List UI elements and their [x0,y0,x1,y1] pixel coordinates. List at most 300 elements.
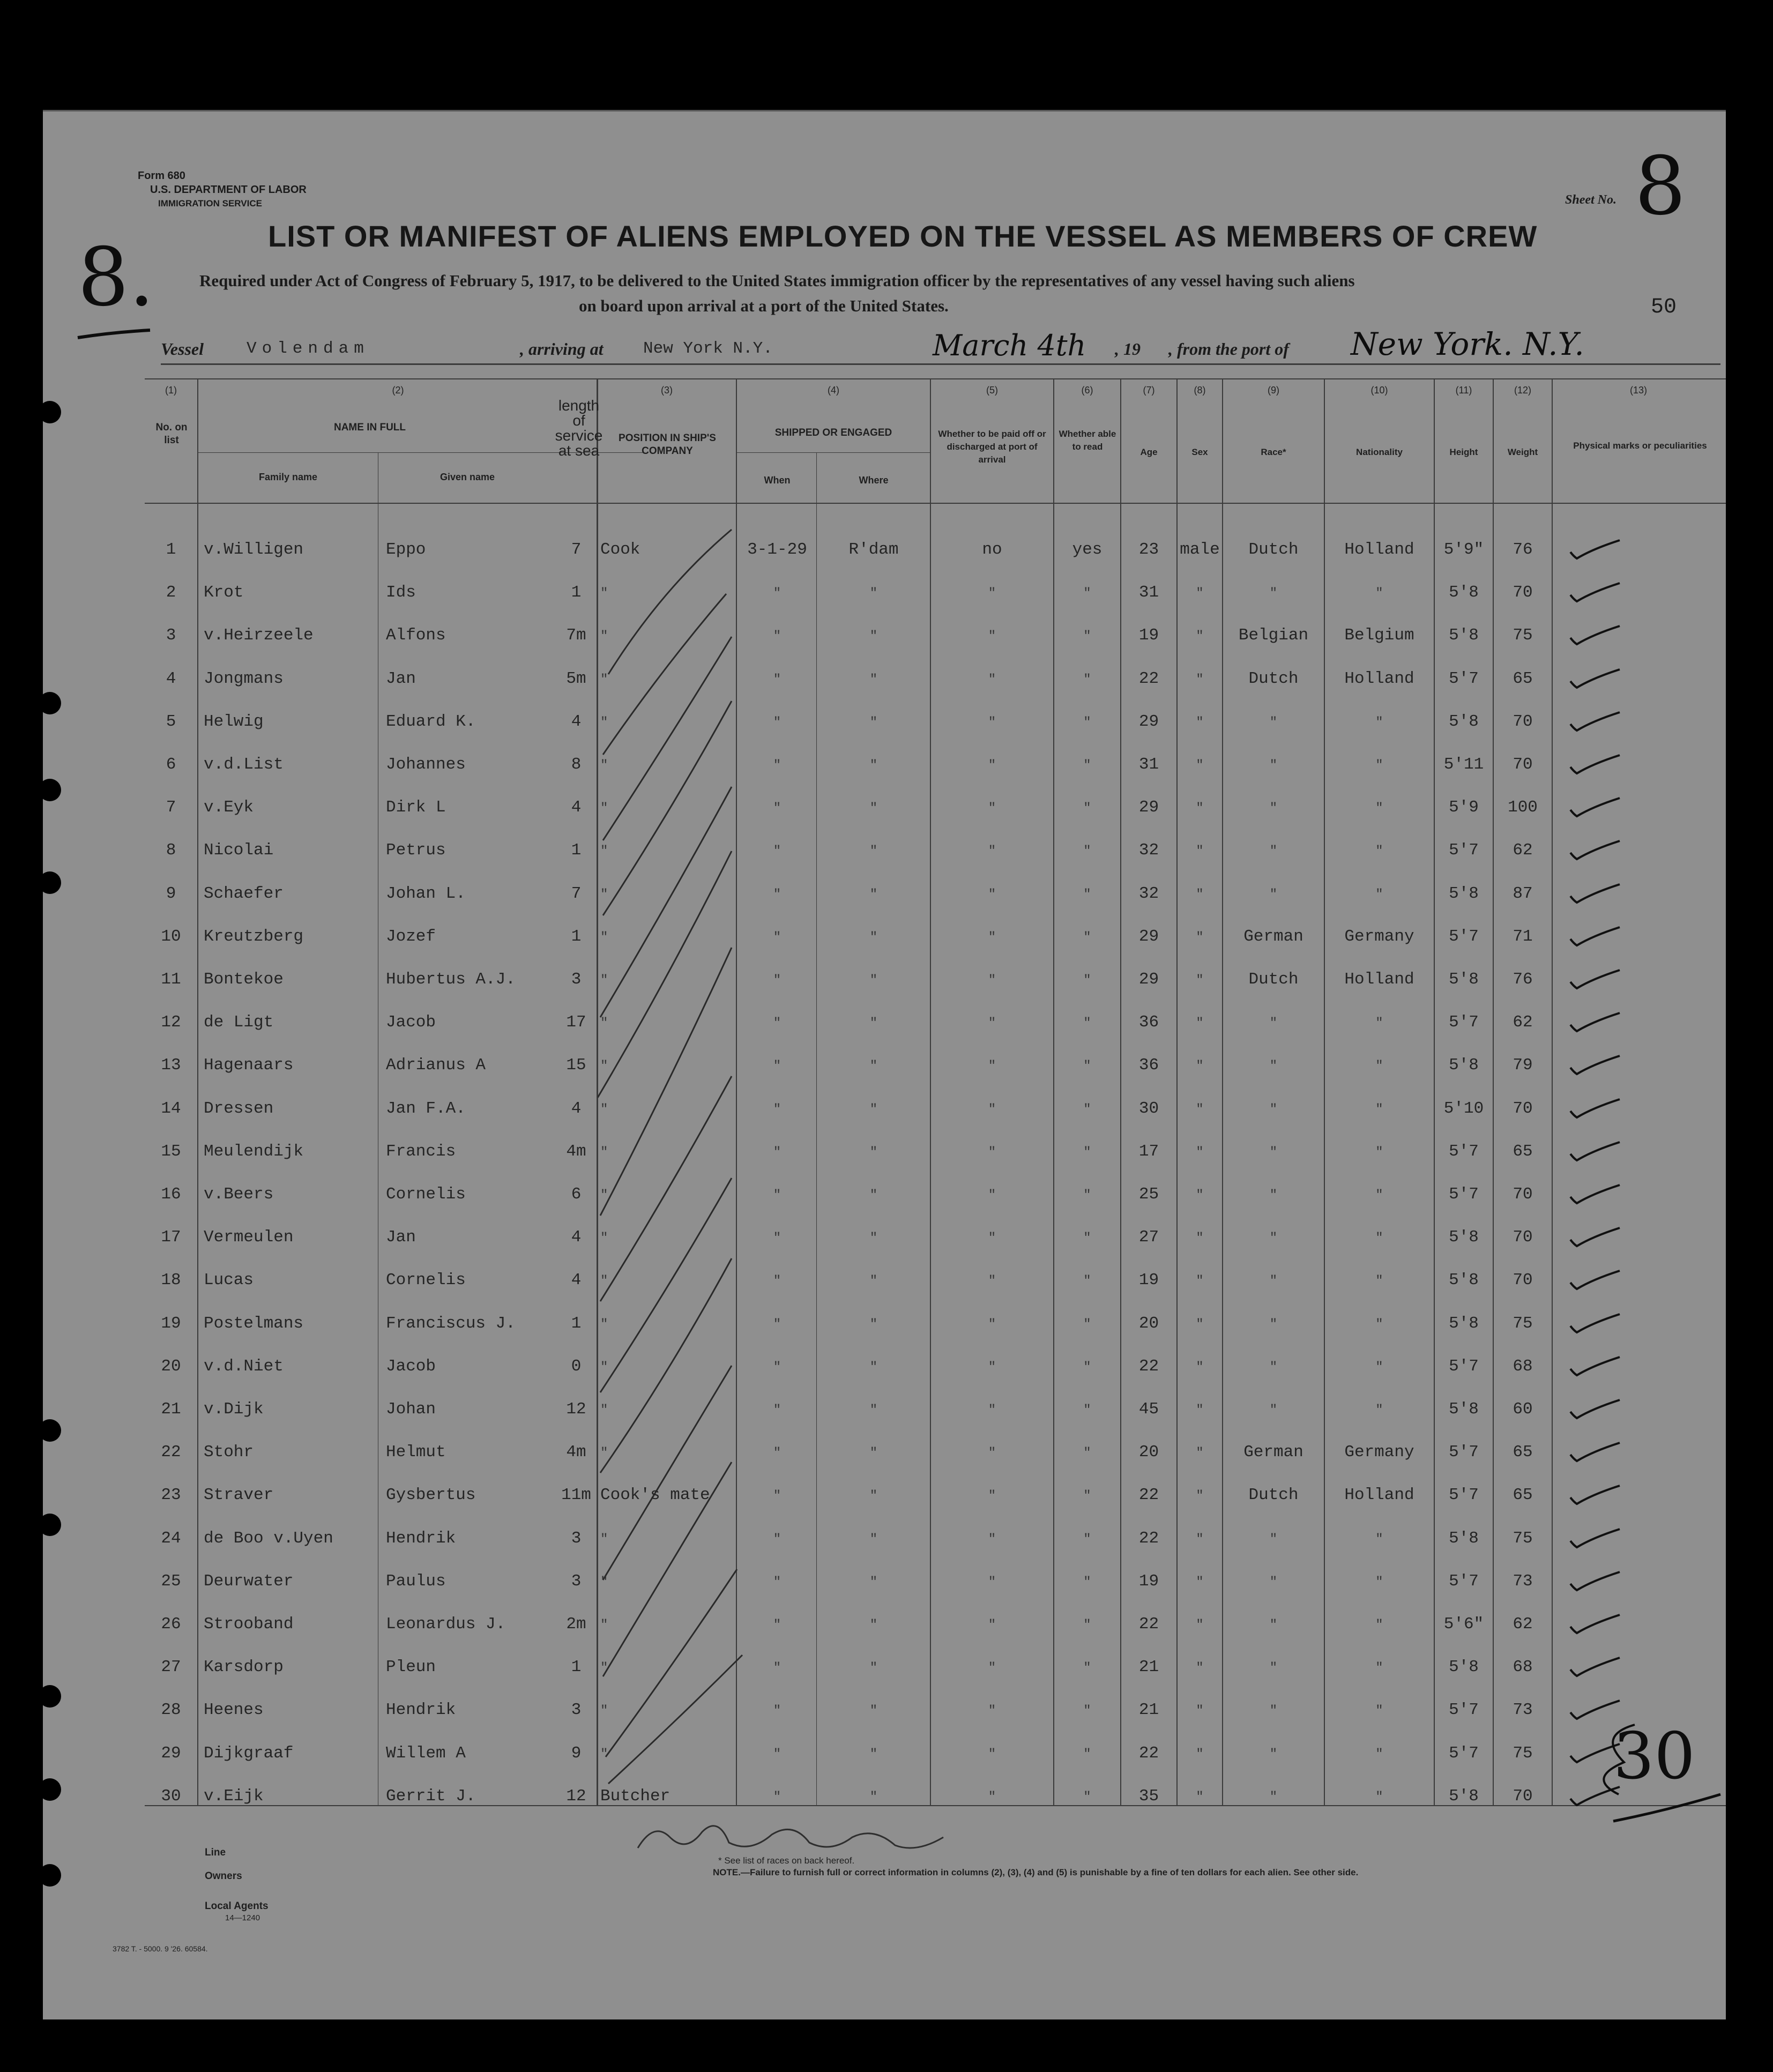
length-of-service: 4 [571,798,582,817]
year-label: , 19 [1115,339,1141,359]
shipped-when: " [773,1618,781,1633]
col-num-3: (3) [661,385,673,396]
paid-off: " [988,715,996,730]
length-of-service: 7 [571,540,582,559]
weight: 73 [1513,1701,1533,1720]
weight: 62 [1513,841,1533,860]
check-mark-icon [1566,1226,1625,1250]
given-name: Dirk L [386,798,446,817]
length-of-service: 3 [571,970,582,989]
shipped-when: " [773,1145,781,1160]
weight: 75 [1513,1529,1533,1548]
weight: 70 [1513,1185,1533,1204]
able-to-read: " [1083,1317,1091,1332]
check-mark-icon [1566,882,1625,907]
shipped-when: " [773,1704,781,1719]
paid-off: " [988,1145,996,1160]
race: " [1269,1360,1278,1375]
age: 22 [1138,1743,1159,1763]
length-of-service: 4 [571,712,582,731]
nationality: Belgium [1344,626,1414,645]
shipped-where: " [869,1661,878,1676]
row-number: 1 [166,540,176,559]
able-to-read: " [1083,801,1091,816]
age: 35 [1138,1786,1159,1806]
paid-off: " [988,887,996,902]
length-of-service: 4m [566,1443,586,1462]
weight: 68 [1513,1658,1533,1677]
able-to-read: " [1083,973,1091,988]
col-num-2: (2) [392,385,404,396]
position: " [600,1618,608,1633]
family-name: Nicolai [204,841,274,860]
nationality: " [1375,1403,1383,1418]
position: Cook's mate [600,1486,710,1505]
paid-off: " [988,1575,996,1590]
row-number: 5 [166,712,176,731]
position: " [600,1446,608,1461]
col-divider [197,378,198,1805]
family-name: v.Dijk [204,1400,264,1419]
row-number: 27 [161,1658,181,1677]
height: 5'7 [1449,841,1479,860]
stamp-number: 50 [1651,295,1677,319]
col-num-8: (8) [1194,385,1206,396]
height: 5'8 [1449,1400,1479,1419]
length-of-service: 3 [571,1701,582,1720]
nationality: " [1375,1532,1383,1547]
given-name: Cornelis [386,1271,466,1290]
paid-off: " [988,1231,996,1246]
given-name: Pleun [386,1658,436,1677]
able-to-read: " [1083,1274,1091,1289]
shipped-where: " [869,1618,878,1633]
race: " [1269,586,1278,601]
height: 5'7 [1449,1142,1479,1161]
length-of-service: 7 [571,884,582,903]
col-num-7: (7) [1143,385,1155,396]
race: Belgian [1238,626,1309,645]
given-name: Alfons [386,626,446,645]
shipped-when: " [773,758,781,773]
length-of-service: 6 [571,1185,582,1204]
height: 5'8 [1449,970,1479,989]
shipped-where: " [869,1446,878,1461]
shipped-when: " [773,1403,781,1418]
age: 22 [1138,669,1159,688]
shipped-when: " [773,844,781,859]
weight: 75 [1513,1314,1533,1333]
given-name: Johan L. [386,884,466,903]
position: " [600,930,608,945]
paid-off: " [988,629,996,644]
able-to-read: " [1083,1532,1091,1547]
nationality: " [1375,1274,1383,1289]
shipped-when: " [773,1532,781,1547]
shipped-when: " [773,1790,781,1805]
able-to-read: " [1083,1790,1091,1805]
sex: " [1196,1446,1204,1461]
position: " [600,758,608,773]
able-to-read: " [1083,672,1091,687]
sex: " [1196,844,1204,859]
age: 31 [1138,755,1159,774]
position: " [600,1059,608,1074]
paid-off: " [988,1446,996,1461]
able-to-read: " [1083,1188,1091,1203]
sex: " [1196,629,1204,644]
age: 32 [1138,884,1159,903]
shipped-when: " [773,1016,781,1031]
paid-off: " [988,1790,996,1805]
age: 29 [1138,970,1159,989]
col-num-4: (4) [828,385,839,396]
shipped-when: " [773,1274,781,1289]
row-number: 21 [161,1400,181,1419]
table-top-rule [145,378,1726,379]
shipped-where: " [869,1188,878,1203]
height: 5'7 [1449,1185,1479,1204]
paid-off: " [988,1704,996,1719]
shipped-where: " [869,1532,878,1547]
nationality: " [1375,1231,1383,1246]
shipped-when: " [773,1446,781,1461]
race: " [1269,887,1278,902]
sex: " [1196,973,1204,988]
height: 5'6" [1443,1615,1484,1634]
row-number: 26 [161,1615,181,1634]
sex: " [1196,1016,1204,1031]
length-of-service: 1 [571,583,582,602]
age: 19 [1138,1271,1159,1290]
shipped-where: " [869,973,878,988]
row-number: 9 [166,884,176,903]
weight: 70 [1513,583,1533,602]
given-name: Hendrik [386,1529,456,1548]
able-to-read: " [1083,715,1091,730]
age: 22 [1138,1357,1159,1376]
check-mark-icon [1566,1097,1625,1122]
punch-hole [43,1864,61,1887]
vessel-label: Vessel [161,339,204,359]
check-mark-icon [1566,710,1625,735]
given-name: Johan [386,1400,436,1419]
height: 5'8 [1449,1314,1479,1333]
header-sex: Sex [1191,447,1208,457]
paid-off: " [988,930,996,945]
paid-off: " [988,844,996,859]
tally-total: 30 [1613,1719,1695,1794]
given-name: Jacob [386,1013,436,1032]
position: " [600,1145,608,1160]
sex: " [1196,1403,1204,1418]
shipped-when: " [773,629,781,644]
manifest-title: LIST OR MANIFEST OF ALIENS EMPLOYED ON THE VESSEL AS MEMBERS OF CREW [268,219,1538,253]
able-to-read: " [1083,1360,1091,1375]
position: " [600,1188,608,1203]
length-of-service: 3 [571,1529,582,1548]
shipped-where: " [869,586,878,601]
given-name: Cornelis [386,1185,466,1204]
race: " [1269,1317,1278,1332]
shipped-where: " [869,887,878,902]
shipped-when: " [773,887,781,902]
shipped-where: " [869,930,878,945]
race: " [1269,1059,1278,1074]
shipped-where: " [869,1575,878,1590]
shipped-where: " [869,1102,878,1117]
manifest-sheet [43,110,1726,2019]
row-number: 14 [161,1099,181,1118]
col-num-12: (12) [1514,385,1531,396]
header-name-in-full: NAME IN FULL [333,422,406,433]
nationality: " [1375,1188,1383,1203]
check-mark-icon [1566,1054,1625,1078]
sex: " [1196,1188,1204,1203]
weight: 76 [1513,540,1533,559]
age: 23 [1138,540,1159,559]
header-paid-off: Whether to be paid off or discharged at port of arrival [938,429,1046,465]
header-given-name: Given name [439,472,495,482]
position: " [600,586,608,601]
paid-off: " [988,1102,996,1117]
age: 27 [1138,1228,1159,1247]
given-name: Franciscus J. [386,1314,516,1333]
header-length-of-service: length of service at sea [555,397,603,459]
nationality: " [1375,801,1383,816]
shipped-where: " [869,1016,878,1031]
header-able-to-read: Whether able to read [1059,429,1116,452]
shipped-where: " [869,1231,878,1246]
nationality: Holland [1344,540,1414,559]
family-name: v.Heirzeele [204,626,314,645]
family-name: de Ligt [204,1013,274,1032]
row-number: 4 [166,669,176,688]
paid-off: " [988,1661,996,1676]
age: 19 [1138,1571,1159,1591]
height: 5'11 [1443,755,1484,774]
sex: " [1196,1102,1204,1117]
shipped-when: " [773,1360,781,1375]
shipped-where: " [869,629,878,644]
sex: " [1196,1231,1204,1246]
family-name: Lucas [204,1271,254,1290]
position: " [600,887,608,902]
paid-off: " [988,1059,996,1074]
shipped-where: R'dam [848,540,899,559]
family-name: Karsdorp [204,1658,284,1677]
check-mark-icon [1566,1312,1625,1337]
family-name: v.Beers [204,1185,274,1204]
sex: " [1196,1532,1204,1547]
col-num-10: (10) [1370,385,1388,396]
check-mark-icon [1566,925,1625,950]
col-num-6: (6) [1081,385,1093,396]
age: 22 [1138,1486,1159,1505]
age: 19 [1138,626,1159,645]
race: " [1269,1532,1278,1547]
paid-off: " [988,586,996,601]
height: 5'9 [1449,798,1479,817]
age: 22 [1138,1615,1159,1634]
able-to-read: " [1083,1403,1091,1418]
sex: " [1196,1618,1204,1633]
shipped-when: " [773,973,781,988]
race: German [1243,1443,1303,1462]
weight: 70 [1513,1099,1533,1118]
length-of-service: 1 [571,1314,582,1333]
nationality: " [1375,1145,1383,1160]
weight: 75 [1513,626,1533,645]
punch-hole [43,779,61,801]
shipped-where: " [869,715,878,730]
shipped-when: " [773,801,781,816]
sex: male [1180,540,1220,559]
age: 32 [1138,841,1159,860]
weight: 70 [1513,712,1533,731]
check-mark-icon [1566,1656,1625,1680]
shipped-where: " [869,1059,878,1074]
able-to-read: " [1083,1059,1091,1074]
given-name: Adrianus A [386,1056,486,1075]
race: " [1269,758,1278,773]
position: " [600,672,608,687]
position: " [600,629,608,644]
height: 5'10 [1443,1099,1484,1118]
height: 5'8 [1449,712,1479,731]
row-number: 29 [161,1743,181,1763]
header-shipped-or-engaged: SHIPPED OR ENGAGED [774,427,892,438]
nationality: " [1375,844,1383,859]
length-of-service: 5m [566,669,586,688]
punch-hole [43,1778,61,1801]
check-mark-icon [1566,624,1625,649]
shipped-when: " [773,1575,781,1590]
shipped-where: " [869,672,878,687]
race: Dutch [1248,540,1299,559]
row-number: 3 [166,626,176,645]
length-of-service: 1 [571,841,582,860]
length-of-service: 7m [566,626,586,645]
able-to-read: " [1083,1231,1091,1246]
row-number: 20 [161,1357,181,1376]
length-of-service: 4 [571,1271,582,1290]
sex: " [1196,1489,1204,1504]
punch-hole [43,401,61,423]
sex: " [1196,1059,1204,1074]
nationality: " [1375,1747,1383,1762]
nationality: " [1375,1102,1383,1117]
check-mark-icon [1566,667,1625,692]
race: " [1269,1102,1278,1117]
sex: " [1196,672,1204,687]
nationality: " [1375,1016,1383,1031]
height: 5'7 [1449,1701,1479,1720]
check-mark-icon [1566,1570,1625,1594]
family-name: Stohr [204,1443,254,1462]
length-of-service: 2m [566,1615,586,1634]
family-name: Heenes [204,1701,264,1720]
height: 5'8 [1449,1056,1479,1075]
length-of-service: 17 [566,1013,586,1032]
nationality: " [1375,586,1383,601]
race: " [1269,1704,1278,1719]
col-num-1: (1) [165,385,177,396]
header-height: Height [1449,447,1478,457]
row-number: 17 [161,1228,181,1247]
position: " [600,1532,608,1547]
sex: " [1196,586,1204,601]
paid-off: " [988,1618,996,1633]
height: 5'7 [1449,1013,1479,1032]
weight: 65 [1513,1142,1533,1161]
shipped-when: 3-1-29 [747,540,807,559]
weight: 70 [1513,1228,1533,1247]
col-num-5: (5) [986,385,998,396]
family-name: Postelmans [204,1314,304,1333]
able-to-read: " [1083,758,1091,773]
able-to-read: " [1083,1618,1091,1633]
shipped-when: " [773,586,781,601]
position: " [600,844,608,859]
check-mark-icon [1566,581,1625,606]
footer-agents-label: Local Agents [205,1900,269,1912]
race: " [1269,1747,1278,1762]
shipped-where: " [869,1317,878,1332]
from-port-value: New York. N.Y. [1351,326,1584,362]
nationality: " [1375,1317,1383,1332]
able-to-read: " [1083,1102,1091,1117]
length-of-service: 15 [566,1056,586,1075]
nationality: " [1375,1661,1383,1676]
weight: 65 [1513,1443,1533,1462]
position: " [600,1231,608,1246]
shipped-subheader-rule [737,452,930,453]
family-name: Vermeulen [204,1228,294,1247]
sex: " [1196,1317,1204,1332]
race: " [1269,1618,1278,1633]
given-name: Helmut [386,1443,446,1462]
sex: " [1196,1145,1204,1160]
row-number: 23 [161,1486,181,1505]
check-mark-icon [1566,753,1625,778]
header-when: When [764,475,791,486]
nationality: " [1375,1704,1383,1719]
nationality: Germany [1344,1443,1414,1462]
height: 5'9" [1443,540,1484,559]
header-nationality: Nationality [1356,447,1403,457]
race: " [1269,844,1278,859]
length-of-service: 11m [561,1486,591,1505]
punch-hole [43,1685,61,1708]
age: 29 [1138,712,1159,731]
position: " [600,715,608,730]
height: 5'8 [1449,1786,1479,1806]
given-name: Hubertus A.J. [386,970,516,989]
age: 20 [1138,1443,1159,1462]
shipped-where: " [869,1489,878,1504]
row-number: 12 [161,1013,181,1032]
position: " [600,1704,608,1719]
family-name: v.Eyk [204,798,254,817]
race: Dutch [1248,669,1299,688]
vessel-name: Volendam [247,339,369,358]
given-name: Eppo [386,540,426,559]
sex: " [1196,758,1204,773]
paid-off: " [988,758,996,773]
given-name: Jan [386,669,416,688]
height: 5'7 [1449,927,1479,946]
